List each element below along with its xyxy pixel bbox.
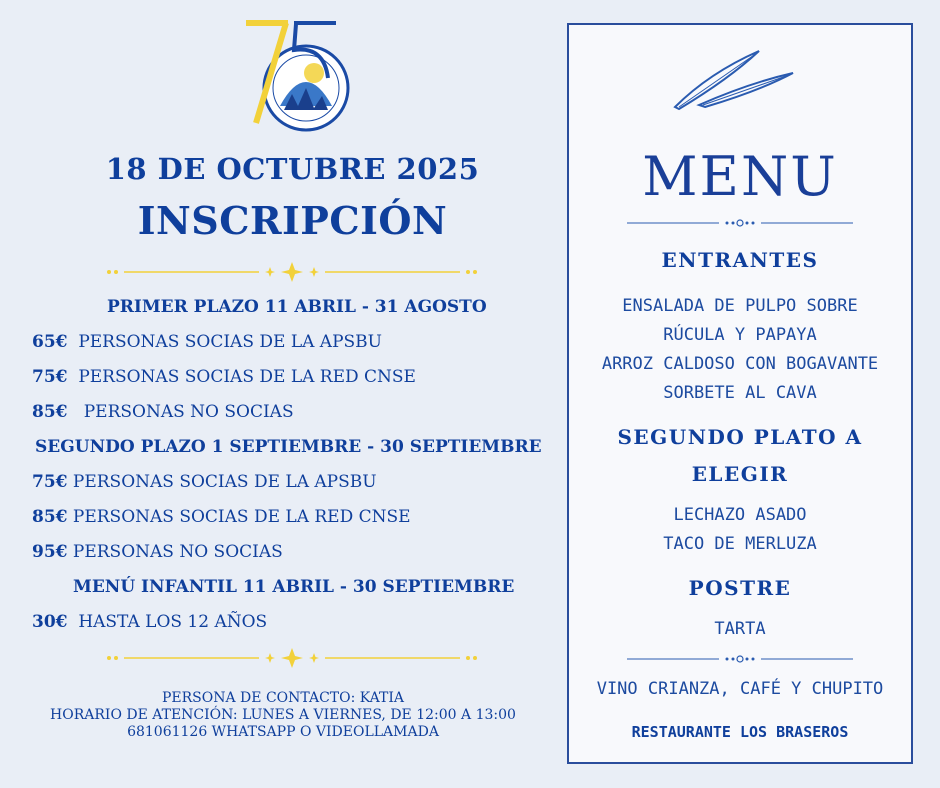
menu-item: TACO DE MERLUZA <box>663 534 817 554</box>
menu-item: SORBETE AL CAVA <box>663 383 817 403</box>
page-title: INSCRIPCIÓN <box>137 198 448 243</box>
drinks-line: VINO CRIANZA, CAFÉ Y CHUPITO <box>596 679 884 699</box>
menu-card <box>567 23 913 764</box>
price-row: 30€ HASTA LOS 12 AÑOS <box>32 612 268 632</box>
entrantes-heading: ENTRANTES <box>661 248 819 272</box>
event-date: 18 DE OCTUBRE 2025 <box>105 152 480 186</box>
price-row: 95€ PERSONAS NO SOCIAS <box>32 542 283 562</box>
segundo-heading-line1: SEGUNDO PLATO A <box>617 425 863 449</box>
restaurant-name: RESTAURANTE LOS BRASEROS <box>631 723 849 741</box>
segundo-plazo-title: SEGUNDO PLAZO 1 SEPTIEMBRE - 30 SEPTIEMBRE <box>35 437 542 457</box>
contact-phone: 681061126 WHATSAPP O VIDEOLLAMADA <box>127 724 439 740</box>
price-row: 85€ PERSONAS SOCIAS DE LA RED CNSE <box>32 507 411 527</box>
price-row: 65€ PERSONAS SOCIAS DE LA APSBU <box>32 332 382 352</box>
utensils-icon <box>669 43 799 113</box>
segundo-heading-line2: ELEGIR <box>691 462 789 486</box>
postre-heading: POSTRE <box>688 576 792 600</box>
primer-plazo-title: PRIMER PLAZO 11 ABRIL - 31 AGOSTO <box>107 297 487 317</box>
price-row: 75€ PERSONAS SOCIAS DE LA RED CNSE <box>32 367 416 387</box>
price-row: 75€ PERSONAS SOCIAS DE LA APSBU <box>32 472 377 492</box>
price-row: 85€ PERSONAS NO SOCIAS <box>32 402 294 422</box>
menu-item: ENSALADA DE PULPO SOBRE <box>622 296 858 316</box>
menu-item: LECHAZO ASADO <box>673 505 807 525</box>
anniversary-75-logo-icon <box>236 18 356 138</box>
contact-info <box>0 690 566 741</box>
menu-divider-top <box>627 217 853 229</box>
ornament-divider-top <box>104 262 480 282</box>
contact-person: PERSONA DE CONTACTO: KATIA <box>162 690 404 706</box>
menu-title: MENU <box>642 145 838 208</box>
contact-hours: HORARIO DE ATENCIÓN: LUNES A VIERNES, DE 12:00 A 13:00 <box>50 707 516 723</box>
menu-item: ARROZ CALDOSO CON BOGAVANTE <box>601 354 879 374</box>
menu-divider-bottom <box>627 653 853 665</box>
menu-item: TARTA <box>714 619 766 639</box>
menu-infantil-title: MENÚ INFANTIL 11 ABRIL - 30 SEPTIEMBRE <box>73 577 515 597</box>
ornament-divider-bottom <box>104 648 480 668</box>
menu-item: RÚCULA Y PAPAYA <box>663 325 817 345</box>
